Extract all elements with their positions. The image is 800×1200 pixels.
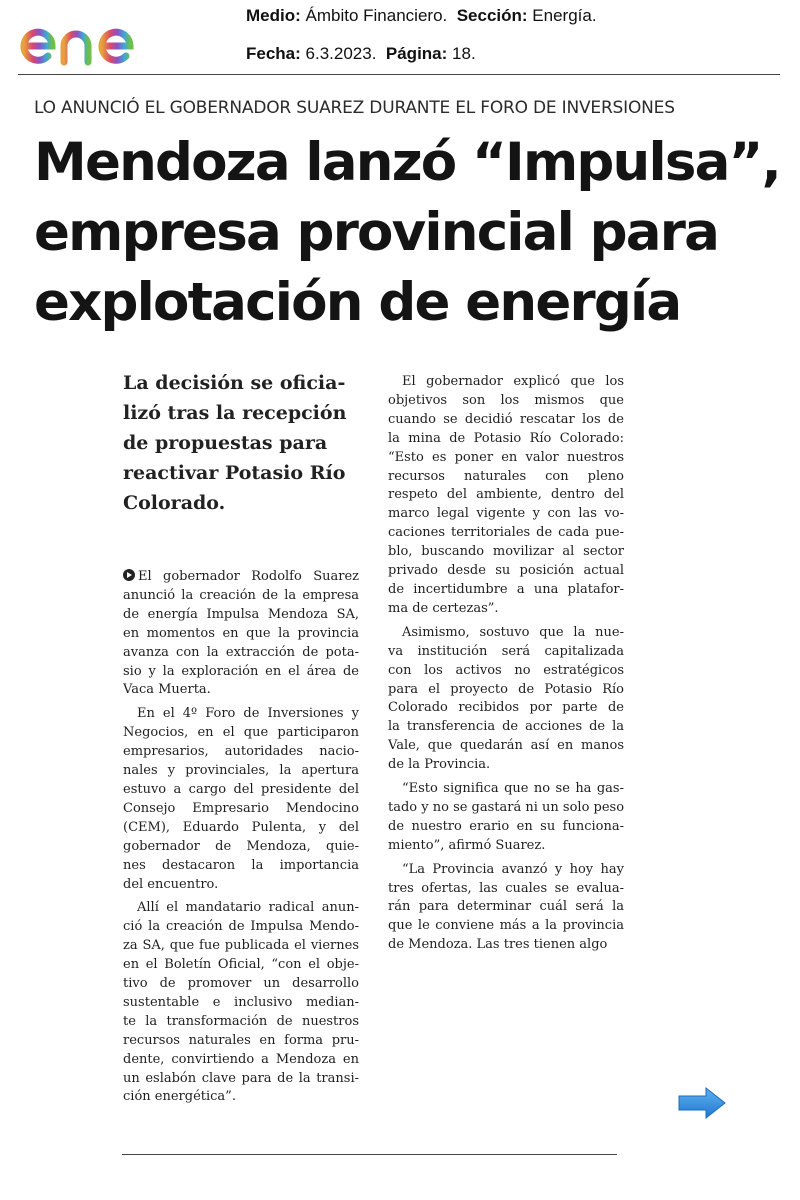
- line-text: marco legal vigente y con las vo-: [388, 506, 624, 522]
- text-line: [123, 857, 359, 876]
- lead-line: de propuestas para: [123, 432, 328, 454]
- line-text: que le conviene más a la provincia: [388, 918, 624, 934]
- text-line: [123, 781, 359, 800]
- article-lead: [123, 368, 353, 518]
- line-text: de incertidumbre a una platafor-: [388, 581, 624, 597]
- text-line: [123, 800, 359, 819]
- line-text: con los activos no estratégicos: [388, 662, 624, 678]
- text-line: [123, 587, 359, 606]
- article-paragraph: [123, 705, 359, 894]
- pagina-value: 18.: [452, 44, 476, 63]
- line-text: sustentable e inclusivo median-: [123, 994, 359, 1010]
- line-text: (CEM), Eduardo Pulenta, y del: [123, 819, 359, 835]
- text-line: [388, 373, 624, 392]
- line-text: tres ofertas, las cuales se evalua-: [388, 880, 624, 896]
- text-line: [123, 819, 359, 838]
- line-text: nes destacaron la importancia: [123, 857, 359, 873]
- text-line: [388, 543, 624, 562]
- text-line: [388, 898, 624, 917]
- medio-value: Ámbito Financiero.: [305, 6, 448, 25]
- enel-logo: [18, 16, 168, 72]
- text-line: [388, 818, 624, 837]
- line-text: va institución será capitalizada: [388, 643, 624, 659]
- text-line: [388, 780, 624, 799]
- fecha-label: Fecha:: [246, 44, 301, 63]
- line-text: tado y no se gastará ni un solo peso: [388, 799, 624, 815]
- text-line: [123, 625, 359, 644]
- headline-line: explotación de energía: [34, 272, 681, 333]
- text-line: [388, 600, 624, 619]
- lead-line: La decisión se oficia-: [123, 372, 346, 394]
- text-line: [123, 762, 359, 781]
- fecha-value: 6.3.2023.: [305, 44, 377, 63]
- article-column-left: [123, 568, 359, 1107]
- text-line: [388, 917, 624, 936]
- text-line: [388, 662, 624, 681]
- header-divider: [18, 74, 780, 75]
- text-line: [123, 644, 359, 663]
- text-line: [123, 1070, 359, 1089]
- text-line: [123, 743, 359, 762]
- line-text: caciones territoriales de cada pue-: [388, 525, 624, 541]
- right-arrow-icon[interactable]: [676, 1085, 728, 1121]
- line-text: Negocios, en el que participaron: [123, 725, 359, 741]
- text-line: [123, 838, 359, 857]
- line-text: de energía Impulsa Mendoza SA,: [123, 606, 359, 622]
- article-paragraph: [388, 624, 624, 775]
- text-line: [388, 837, 624, 856]
- text-line: [123, 1013, 359, 1032]
- text-line: [388, 562, 624, 581]
- pagina-label: Página:: [385, 44, 448, 63]
- seccion-value: Energía.: [532, 6, 597, 25]
- text-line: [123, 956, 359, 975]
- line-text: la mina de Potasio Río Colorado:: [388, 430, 624, 446]
- source-info: [246, 6, 597, 26]
- line-text: sio y la exploración en el área de: [123, 663, 359, 679]
- text-line: [388, 861, 624, 880]
- text-line: [388, 756, 624, 775]
- line-text: avanza con la extracción de pota-: [123, 644, 359, 660]
- line-text: de Mendoza. Las tres tienen algo: [388, 937, 608, 953]
- text-line: [388, 936, 624, 955]
- line-text: El gobernador Rodolfo Suarez: [138, 569, 359, 584]
- text-line: [388, 643, 624, 662]
- text-line: [388, 581, 624, 600]
- text-line: [123, 994, 359, 1013]
- line-text: cuando se decidió rescatar los de: [388, 411, 624, 427]
- play-bullet-icon: [123, 569, 135, 581]
- line-text: “Esto es poner en valor nuestros: [388, 449, 624, 465]
- line-text: nales y provinciales, la apertura: [123, 763, 359, 779]
- line-text: estuvo a cargo del presidente del: [123, 781, 359, 797]
- text-line: [388, 799, 624, 818]
- text-line: [388, 699, 624, 718]
- text-line: [123, 568, 359, 587]
- article-paragraph: [388, 780, 624, 856]
- line-text: de nuestro erario en su funciona-: [388, 818, 624, 834]
- lead-line: lizó tras la recepción: [123, 402, 347, 424]
- line-text: Colorado recibidos por parte de: [388, 700, 624, 716]
- line-text: de la Provincia.: [388, 757, 491, 773]
- text-line: [123, 681, 359, 700]
- text-line: [123, 724, 359, 743]
- line-text: En el 4º Foro de Inversiones y: [137, 706, 359, 722]
- text-line: [388, 430, 624, 449]
- line-text: gobernador de Mendoza, quie-: [123, 838, 359, 854]
- lead-line: reactivar Potasio Río: [123, 462, 346, 484]
- text-line: [388, 392, 624, 411]
- article-paragraph: [388, 861, 624, 956]
- line-text: za SA, que fue publicada el viernes: [123, 938, 359, 954]
- text-line: [123, 918, 359, 937]
- line-text: “Esto significa que no se ha gas-: [402, 781, 624, 797]
- line-text: la transferencia de acciones de la: [388, 719, 624, 735]
- headline-line: Mendoza lanzó “Impulsa”,: [34, 132, 780, 193]
- text-line: [388, 718, 624, 737]
- line-text: Consejo Empresario Mendocino: [123, 800, 359, 816]
- line-text: ció la creación de Impulsa Mendo-: [123, 919, 359, 935]
- headline-line: empresa provincial para: [34, 202, 719, 263]
- date-info: [246, 44, 476, 64]
- text-line: [388, 449, 624, 468]
- text-line: [388, 880, 624, 899]
- line-text: dente, convirtiendo a Mendoza en: [123, 1051, 359, 1067]
- line-text: Vaca Muerta.: [123, 682, 211, 698]
- line-text: empresarios, autoridades nacio-: [123, 744, 359, 760]
- line-text: en el Boletín Oficial, “con el obje-: [123, 957, 359, 973]
- text-line: [123, 1088, 359, 1107]
- article-paragraph: [123, 899, 359, 1107]
- text-line: [123, 1051, 359, 1070]
- line-text: miento”, afirmó Suarez.: [388, 837, 546, 853]
- line-text: objetivos son los mismos que: [388, 392, 624, 408]
- line-text: recursos naturales con pleno: [388, 468, 624, 484]
- text-line: [388, 411, 624, 430]
- line-text: privado desde su posición actual: [388, 563, 624, 579]
- text-line: [123, 899, 359, 918]
- line-text: ma de certezas”.: [388, 600, 499, 616]
- article-paragraph: [123, 568, 359, 700]
- medio-label: Medio:: [246, 6, 301, 25]
- line-text: respeto del ambiente, dentro del: [388, 487, 624, 503]
- text-line: [123, 663, 359, 682]
- line-text: Vale, que quedarán así en manos: [388, 738, 624, 754]
- text-line: [388, 524, 624, 543]
- text-line: [388, 681, 624, 700]
- article-paragraph: [388, 373, 624, 619]
- text-line: [123, 1032, 359, 1051]
- line-text: “La Provincia avanzó y hoy hay: [402, 861, 624, 877]
- text-line: [123, 937, 359, 956]
- line-text: ción energética”.: [123, 1089, 236, 1105]
- text-line: [388, 486, 624, 505]
- line-text: Allí el mandatario radical anun-: [137, 900, 359, 916]
- text-line: [388, 737, 624, 756]
- line-text: rán para determinar cuál será la: [388, 899, 624, 915]
- line-text: del encuentro.: [123, 876, 219, 892]
- line-text: blo, buscando movilizar al sector: [388, 544, 624, 560]
- line-text: recursos naturales en forma pru-: [123, 1032, 359, 1048]
- text-line: [123, 705, 359, 724]
- text-line: [388, 468, 624, 487]
- line-text: Asimismo, sostuvo que la nue-: [402, 624, 624, 640]
- text-line: [388, 505, 624, 524]
- line-text: en momentos en que la provincia: [123, 625, 359, 641]
- line-text: tivo de promover un desarrollo: [123, 976, 359, 992]
- text-line: [123, 876, 359, 895]
- seccion-label: Sección:: [456, 6, 528, 25]
- article-kicker: LO ANUNCIÓ EL GOBERNADOR SUAREZ DURANTE EL FORO DE INVERSIONES: [34, 98, 675, 118]
- line-text: te la transformación de nuestros: [123, 1013, 359, 1029]
- line-text: anunció la creación de la empresa: [123, 587, 359, 603]
- article-column-right: [388, 373, 624, 955]
- lead-line: Colorado.: [123, 492, 226, 514]
- line-text: un eslabón clave para de la transi-: [123, 1070, 359, 1086]
- article-headline: [34, 128, 780, 338]
- line-text: para el proyecto de Potasio Río: [388, 681, 624, 697]
- line-text: El gobernador explicó que los: [402, 374, 624, 389]
- footer-divider: [122, 1154, 617, 1155]
- text-line: [123, 975, 359, 994]
- text-line: [388, 624, 624, 643]
- text-line: [123, 606, 359, 625]
